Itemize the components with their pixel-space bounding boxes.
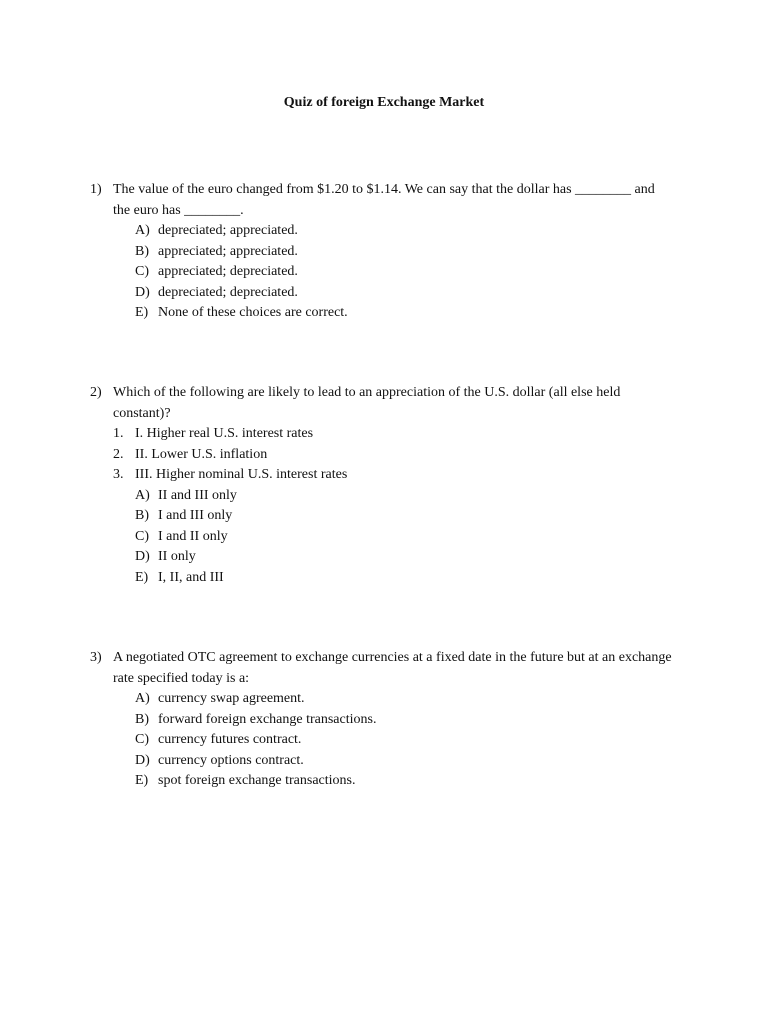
option-text: II only (158, 549, 196, 564)
option-text: None of these choices are correct. (158, 305, 348, 320)
option-text: appreciated; appreciated. (158, 243, 298, 259)
option-letter: E) (135, 569, 149, 585)
statement-number: 3. (113, 467, 124, 482)
option-letter: E) (135, 773, 149, 788)
option-text: I and II only (158, 528, 228, 544)
option-letter: B) (135, 508, 149, 523)
question-number: 2) (90, 385, 102, 400)
statement-text: I. Higher real U.S. interest rates (135, 426, 314, 441)
option-letter: C) (135, 528, 149, 544)
option-text: depreciated; appreciated. (158, 223, 298, 238)
question-text: A negotiated OTC agreement to exchange currencies at a fixed date in the future but at an exchange rate specified today is a: (113, 650, 672, 686)
statement-number: 1. (113, 426, 124, 441)
option-letter: B) (135, 711, 149, 727)
option-text: I and III only (158, 508, 233, 523)
option-letter: A) (135, 487, 150, 503)
option-letter: C) (135, 264, 149, 279)
question-number: 3) (90, 650, 102, 665)
option-letter: D) (135, 284, 150, 300)
option-letter: E) (135, 305, 149, 320)
option-text: forward foreign exchange transactions. (158, 711, 377, 727)
option-text: currency swap agreement. (158, 691, 305, 706)
question-number: 1) (90, 182, 102, 197)
statement-text: II. Lower U.S. inflation (135, 446, 268, 462)
option-letter: B) (135, 243, 149, 259)
option-letter: D) (135, 752, 150, 768)
statement-text: III. Higher nominal U.S. interest rates (135, 467, 348, 482)
option-letter: A) (135, 223, 150, 238)
option-letter: A) (135, 691, 150, 706)
option-text: spot foreign exchange transactions. (158, 773, 356, 788)
option-text: depreciated; depreciated. (158, 284, 298, 300)
question-text: Which of the following are likely to lead to an appreciation of the U.S. dollar (all else held constant)? (113, 385, 621, 421)
statement-number: 2. (113, 446, 124, 462)
option-text: currency options contract. (158, 752, 304, 768)
question-text: The value of the euro changed from $1.20 to $1.14. We can say that the dollar has ________ and the euro has ________. (113, 182, 655, 218)
option-text: II and III only (158, 487, 237, 503)
option-text: currency futures contract. (158, 732, 302, 747)
option-letter: C) (135, 732, 149, 747)
option-letter: D) (135, 549, 150, 564)
page-title: Quiz of foreign Exchange Market (283, 95, 485, 110)
option-text: I, II, and III (158, 569, 224, 585)
option-text: appreciated; depreciated. (158, 264, 298, 279)
